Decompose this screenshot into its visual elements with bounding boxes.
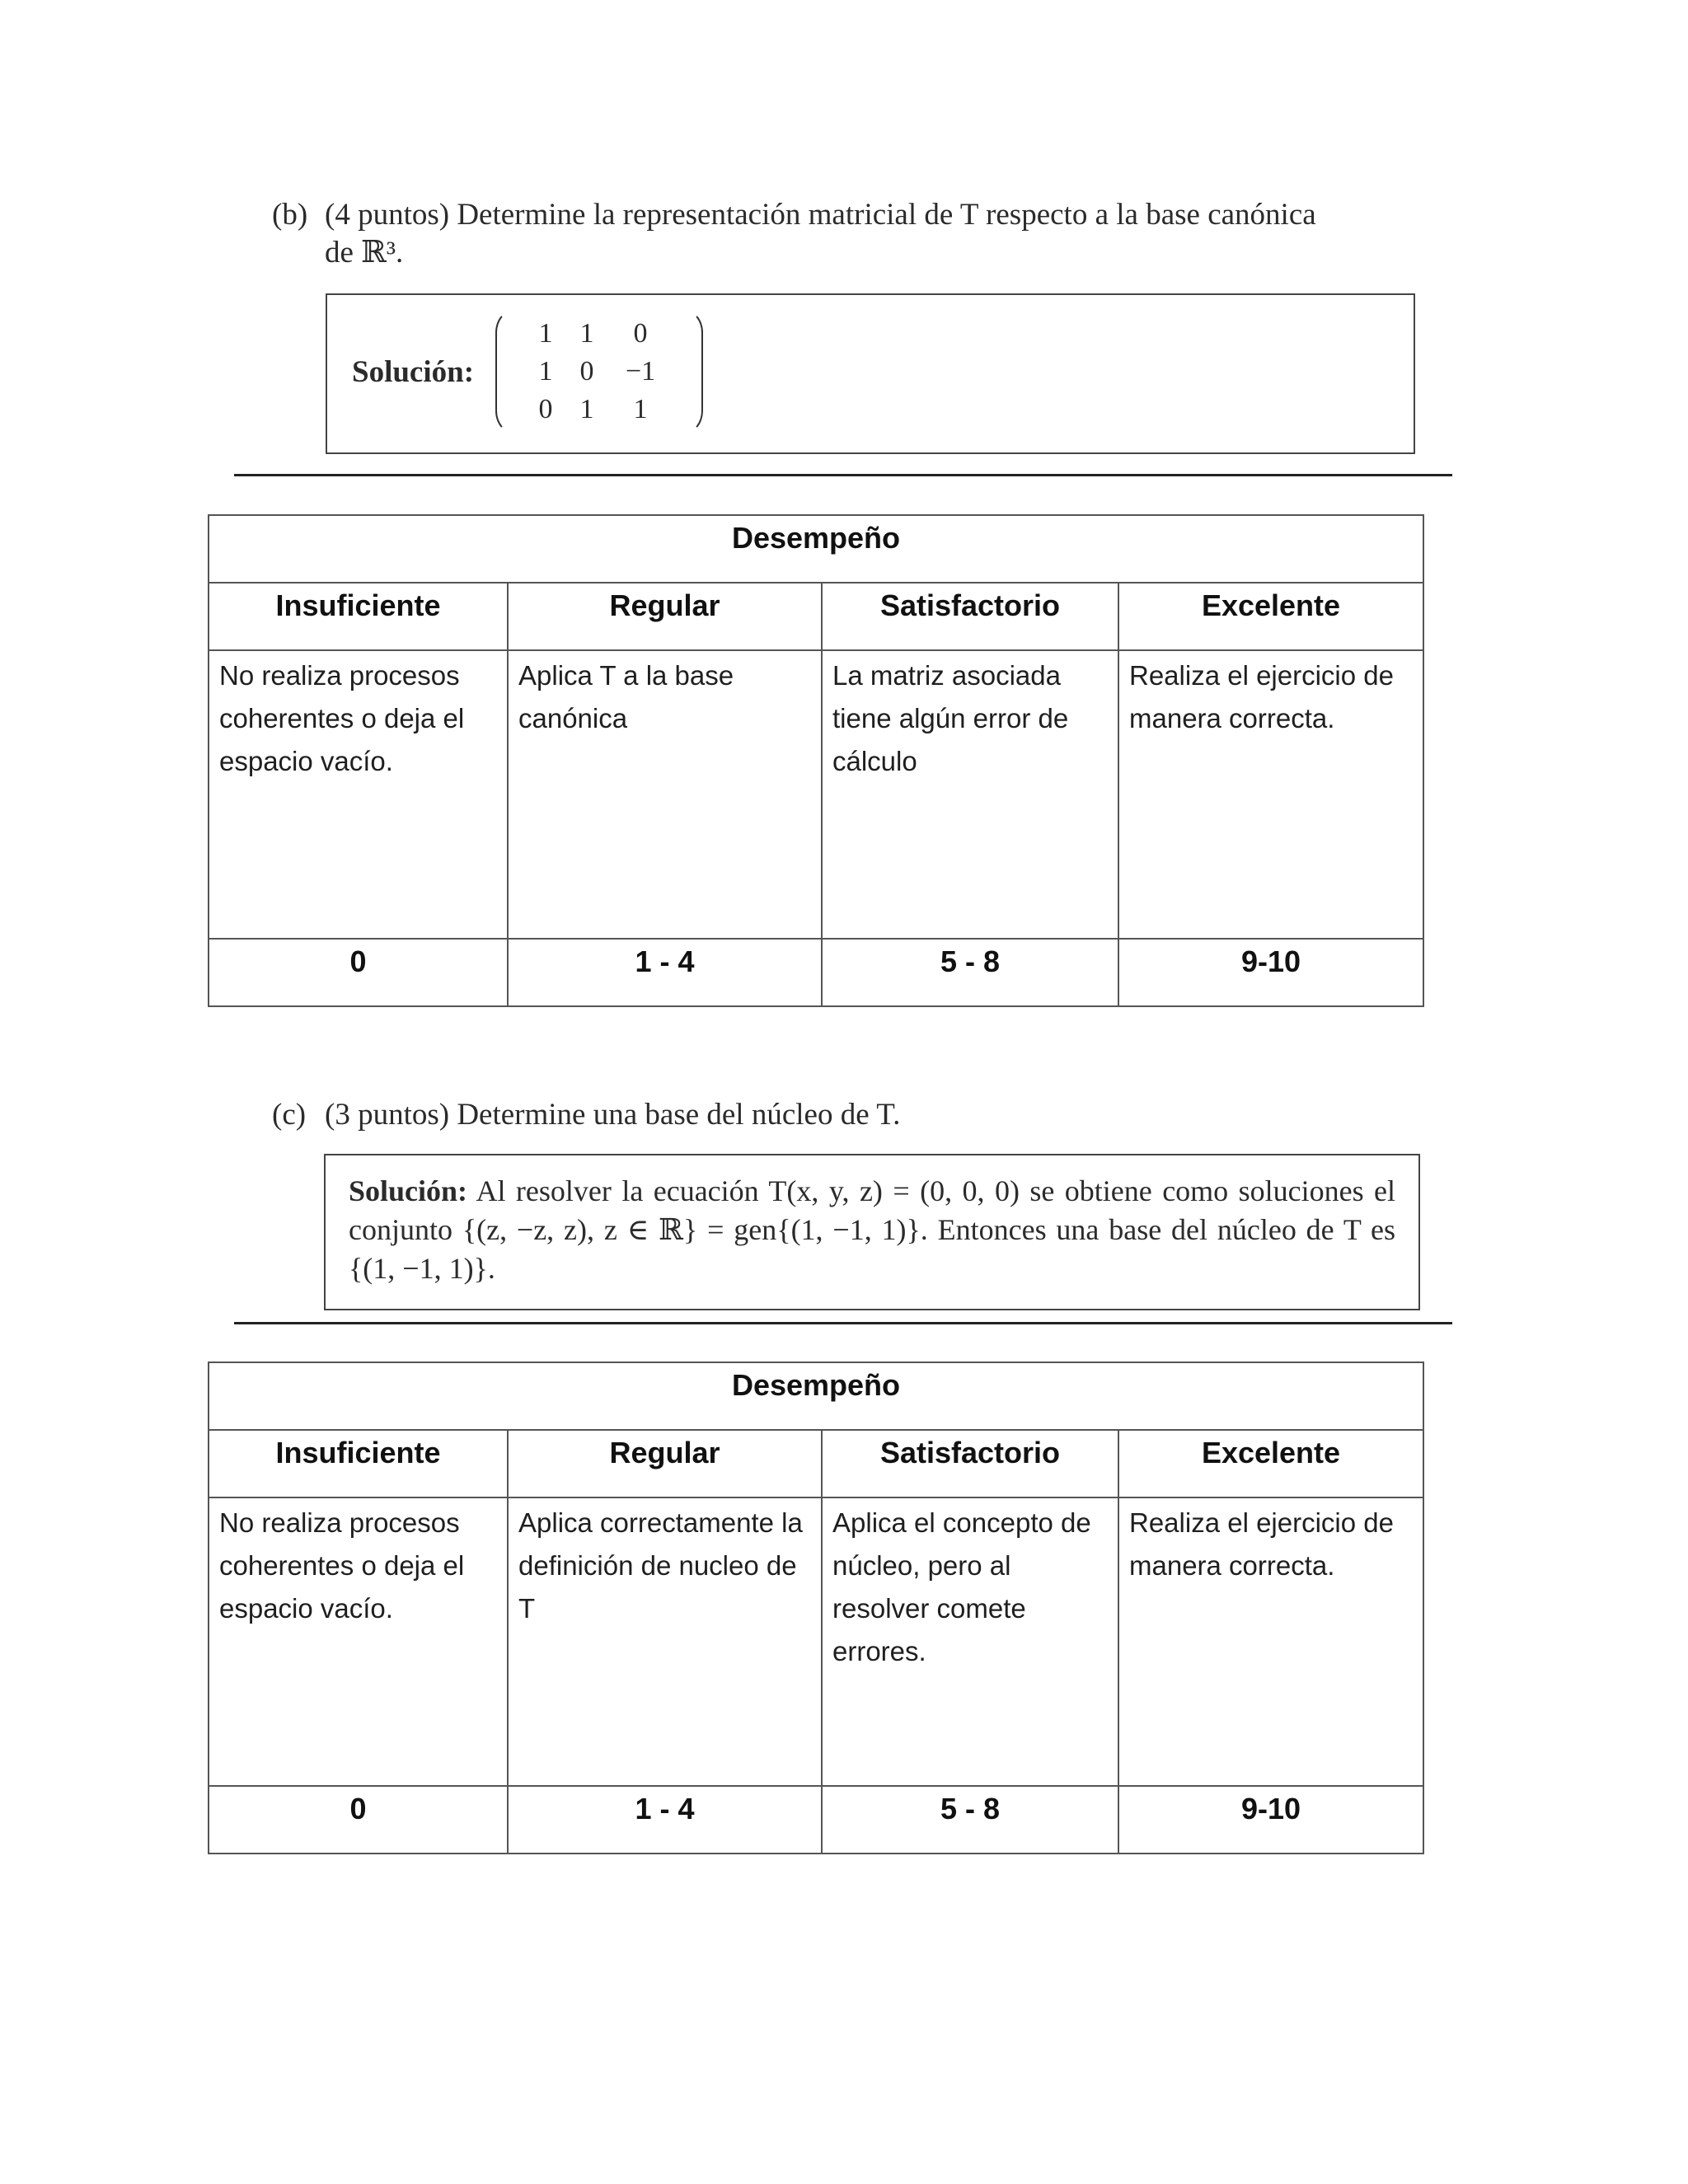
score-satisfactorio: 5 - 8 — [822, 1786, 1118, 1854]
question-c-text: (3 puntos) Determine una base del núcleo de T. — [325, 1098, 901, 1132]
question-b — [272, 196, 1434, 272]
desc-regular: Aplica T a la base canónica — [508, 650, 822, 939]
question-b-label: (b) — [272, 198, 308, 232]
rubric-header: Desempeño — [209, 1362, 1423, 1430]
right-paren — [685, 310, 703, 434]
desc-satisfactorio: Aplica el concepto de núcleo, pero al resolver comete errores. — [822, 1497, 1118, 1786]
question-b-text-cont: de ℝ³. — [325, 236, 404, 269]
level-regular: Regular — [508, 1430, 822, 1497]
score-insuficiente: 0 — [209, 939, 508, 1006]
desc-insuficiente: No realiza procesos coherentes o deja el espacio vacío. — [209, 1497, 508, 1786]
rubric-header: Desempeño — [209, 515, 1423, 583]
matrix-cell: 1 — [579, 394, 594, 424]
rubric-table-b — [208, 514, 1424, 1007]
separator-rule-b — [234, 474, 1452, 476]
solution-box-b — [326, 293, 1415, 454]
question-b-text: (4 puntos) Determine la representación matricial de T respecto a la base canónica — [325, 198, 1316, 232]
level-insuficiente: Insuficiente — [209, 583, 508, 650]
level-excelente: Excelente — [1118, 583, 1423, 650]
rubric-table-c — [208, 1361, 1424, 1854]
solution-text-c — [326, 1155, 1418, 1305]
matrix-cell: 1 — [579, 318, 594, 349]
matrix — [513, 315, 685, 429]
solution-box-c — [324, 1154, 1420, 1310]
level-excelente: Excelente — [1118, 1430, 1423, 1497]
desc-regular: Aplica correctamente la definición de nucleo de T — [508, 1497, 822, 1786]
matrix-cell: 1 — [538, 356, 553, 387]
score-satisfactorio: 5 - 8 — [822, 939, 1118, 1006]
matrix-cell: −1 — [625, 356, 656, 387]
score-regular: 1 - 4 — [508, 1786, 822, 1854]
matrix-cell: 1 — [633, 394, 648, 424]
score-regular: 1 - 4 — [508, 939, 822, 1006]
score-insuficiente: 0 — [209, 1786, 508, 1854]
question-c — [272, 1096, 1434, 1134]
matrix-solution — [352, 310, 703, 434]
solution-body-c: Al resolver la ecuación T(x, y, z) = (0, 0, 0) se obtiene como soluciones el conjunto {(z, −z, z), z ∈ ℝ} = gen{(1, −1, 1)}. Entonces una base del núcleo de T es {(1, −1, 1)}. — [349, 1174, 1396, 1285]
solution-label-b: Solución: — [352, 354, 475, 389]
left-paren — [495, 310, 513, 434]
separator-rule-c — [234, 1322, 1452, 1324]
desc-excelente: Realiza el ejercicio de manera correcta. — [1118, 650, 1423, 939]
matrix-cell: 0 — [579, 356, 594, 387]
desc-excelente: Realiza el ejercicio de manera correcta. — [1118, 1497, 1423, 1786]
matrix-cell: 1 — [538, 318, 553, 349]
solution-label-c: Solución: — [349, 1174, 468, 1207]
matrix-cell: 0 — [538, 394, 553, 424]
score-excelente: 9-10 — [1118, 1786, 1423, 1854]
desc-insuficiente: No realiza procesos coherentes o deja el espacio vacío. — [209, 650, 508, 939]
level-satisfactorio: Satisfactorio — [822, 583, 1118, 650]
score-excelente: 9-10 — [1118, 939, 1423, 1006]
level-insuficiente: Insuficiente — [209, 1430, 508, 1497]
question-c-label: (c) — [272, 1098, 307, 1132]
desc-satisfactorio: La matriz asociada tiene algún error de cálculo — [822, 650, 1118, 939]
matrix-cell: 0 — [633, 318, 648, 349]
level-regular: Regular — [508, 583, 822, 650]
level-satisfactorio: Satisfactorio — [822, 1430, 1118, 1497]
